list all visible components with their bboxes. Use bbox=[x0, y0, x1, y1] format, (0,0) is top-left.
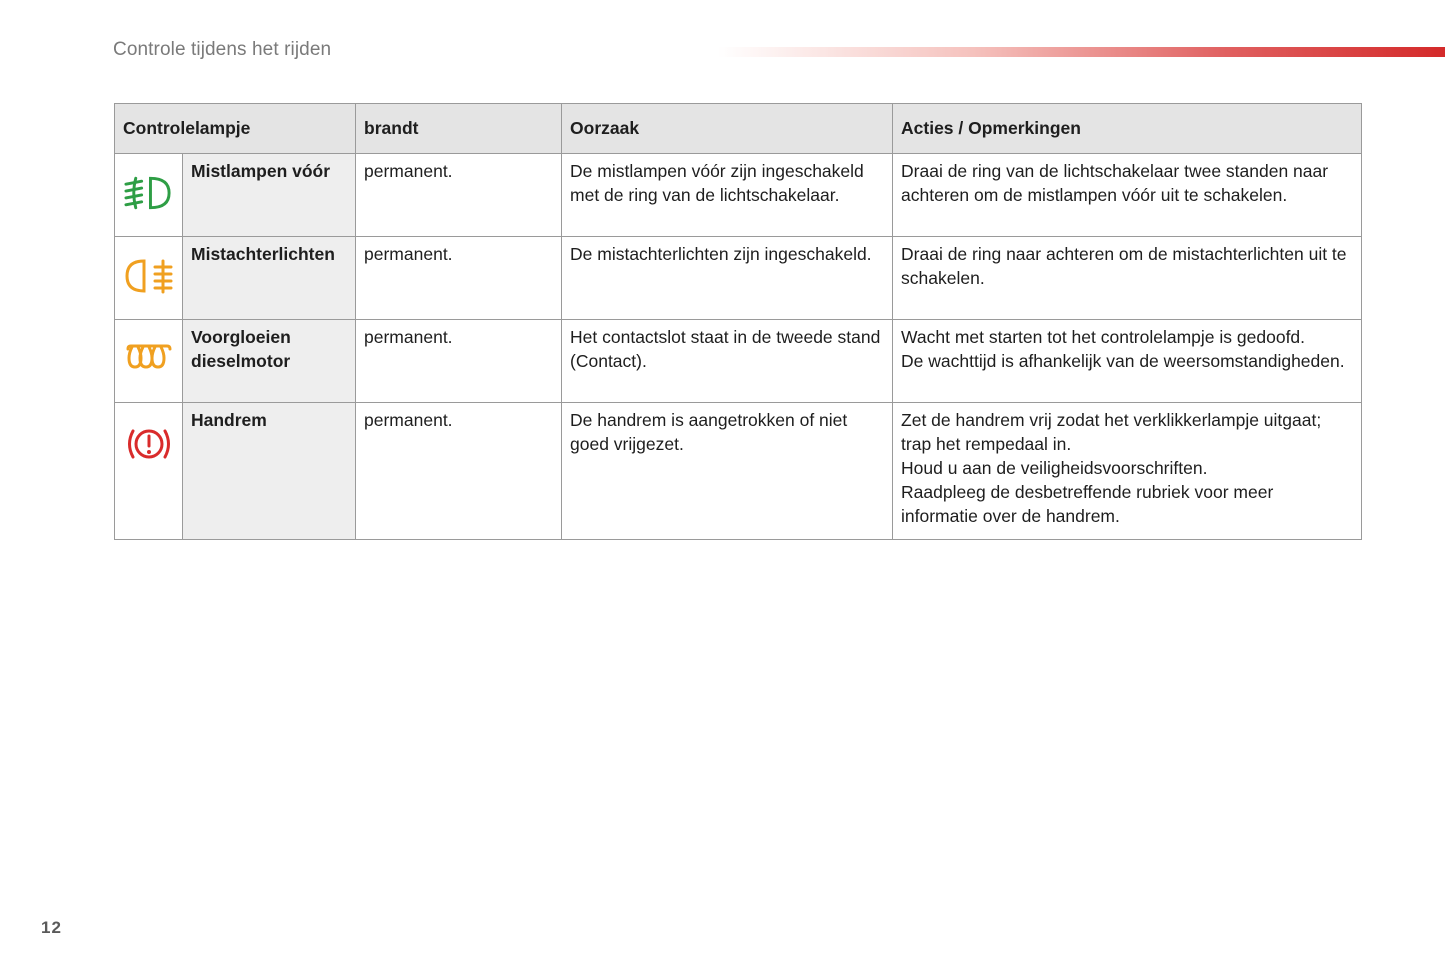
lamp-state: permanent. bbox=[356, 403, 562, 540]
table-row bbox=[115, 320, 1362, 403]
lamp-state: permanent. bbox=[356, 154, 562, 237]
action-line: Houd u aan de veiligheidsvoorschriften. bbox=[901, 458, 1208, 478]
action-line: De wachttijd is afhankelijk van de weersomstandigheden. bbox=[901, 351, 1345, 371]
action-line: Wacht met starten tot het controlelampje is gedoofd. bbox=[901, 327, 1306, 347]
table-header-row bbox=[115, 104, 1362, 154]
lamp-cause: De mistlampen vóór zijn ingeschakeld met de ring van de lichtschakelaar. bbox=[562, 154, 893, 237]
table-row bbox=[115, 237, 1362, 320]
action-line: Raadpleeg de desbetreffende rubriek voor meer informatie over de handrem. bbox=[901, 482, 1274, 526]
column-header-acties: Acties / Opmerkingen bbox=[893, 104, 1362, 154]
header-accent-bar bbox=[718, 47, 1445, 57]
table-row bbox=[115, 154, 1362, 237]
lamp-icon-cell bbox=[115, 237, 183, 320]
lamp-actions bbox=[893, 403, 1362, 540]
column-header-controlelampje: Controlelampje bbox=[115, 104, 356, 154]
lamp-name: Voorgloeien dieselmotor bbox=[183, 320, 356, 403]
table-row bbox=[115, 403, 1362, 540]
column-header-brandt: brandt bbox=[356, 104, 562, 154]
action-line: Draai de ring van de lichtschakelaar twee standen naar achteren om de mistlampen vóór uit te schakelen. bbox=[901, 161, 1329, 205]
lamp-name: Mistlampen vóór bbox=[183, 154, 356, 237]
action-line: Draai de ring naar achteren om de mistachterlichten uit te schakelen. bbox=[901, 244, 1347, 288]
lamp-name: Mistachterlichten bbox=[183, 237, 356, 320]
page-section-title: Controle tijdens het rijden bbox=[113, 39, 332, 60]
lamp-cause: Het contactslot staat in de tweede stand (Contact). bbox=[562, 320, 893, 403]
warning-lamps-table bbox=[114, 103, 1362, 540]
lamp-cause: De mistachterlichten zijn ingeschakeld. bbox=[562, 237, 893, 320]
lamp-actions bbox=[893, 154, 1362, 237]
parking-brake-icon bbox=[124, 424, 174, 464]
front-fog-lamp-icon bbox=[123, 173, 174, 213]
page-number: 12 bbox=[41, 918, 62, 937]
lamp-icon-cell bbox=[115, 320, 183, 403]
lamp-icon-cell bbox=[115, 154, 183, 237]
action-line: Zet de handrem vrij zodat het verklikkerlampje uitgaat; trap het rempedaal in. bbox=[901, 410, 1322, 454]
diesel-preheating-icon bbox=[126, 343, 172, 373]
lamp-state: permanent. bbox=[356, 237, 562, 320]
rear-fog-lamp-icon bbox=[124, 256, 174, 296]
lamp-state: permanent. bbox=[356, 320, 562, 403]
lamp-actions bbox=[893, 237, 1362, 320]
lamp-icon-cell bbox=[115, 403, 183, 540]
column-header-oorzaak: Oorzaak bbox=[562, 104, 893, 154]
lamp-cause: De handrem is aangetrokken of niet goed vrijgezet. bbox=[562, 403, 893, 540]
lamp-actions bbox=[893, 320, 1362, 403]
lamp-name: Handrem bbox=[183, 403, 356, 540]
